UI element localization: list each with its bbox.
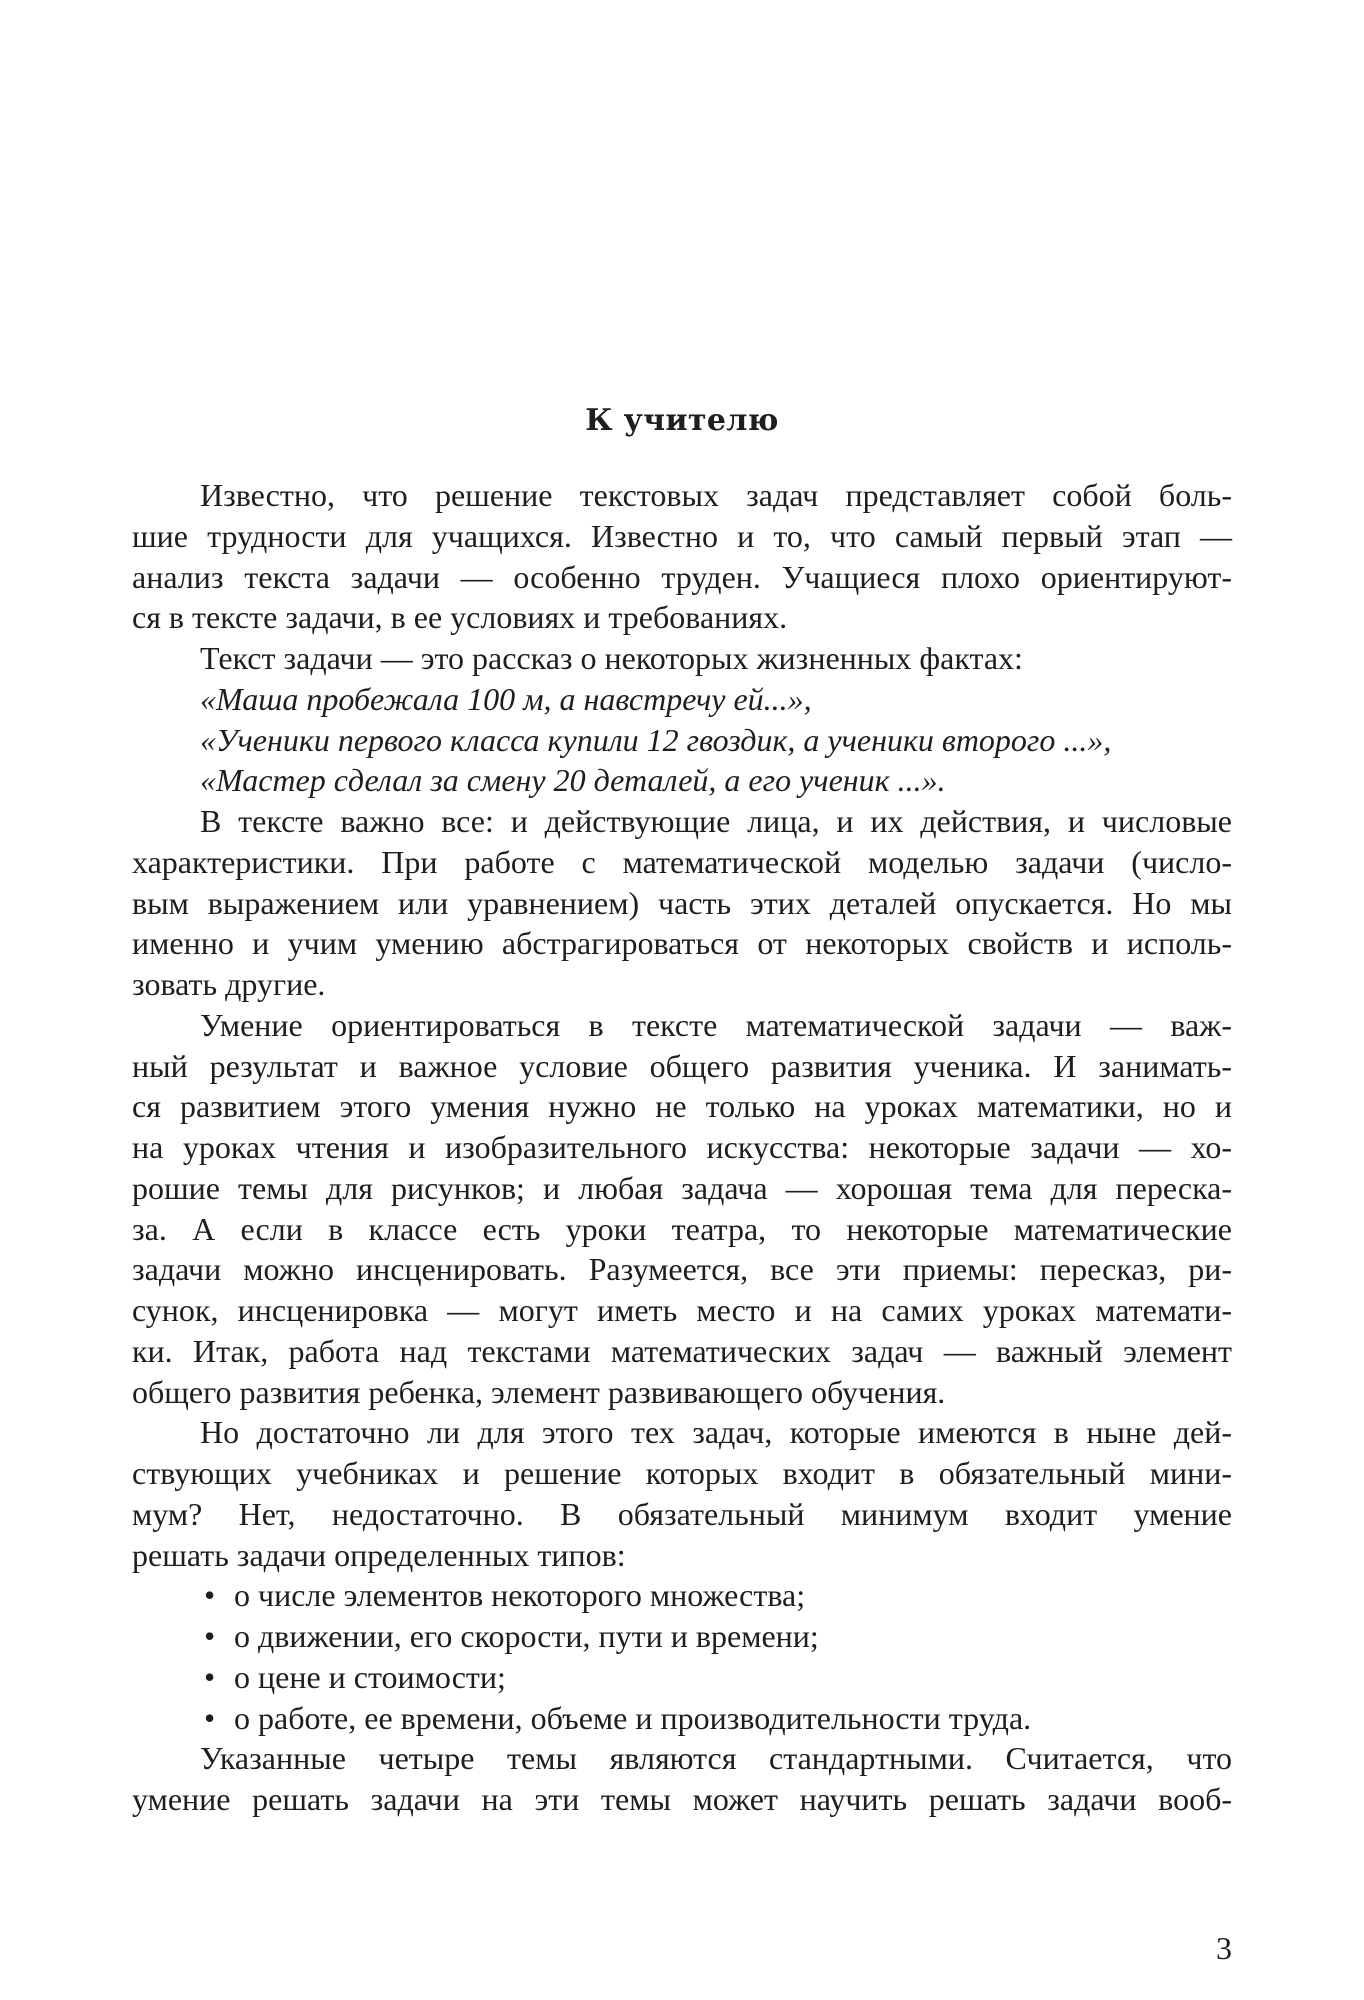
- text-line: ный результат и важное условие общего развития ученика. И занимать-: [132, 1047, 1232, 1084]
- bullet-item: [132, 1657, 1232, 1698]
- text-line: Известно, что решение текстовых задач представляет собой боль-: [200, 477, 1232, 513]
- text-line: анализ текста задачи — особенно труден. Учащиеся плохо ориентируют-: [132, 558, 1232, 595]
- example-quote: «Ученики первого класса купили 12 гвоздик, а ученики второго ...»,: [200, 721, 1112, 758]
- bullet-text: о числе элементов некоторого множества;: [234, 1577, 806, 1614]
- text-line: задачи можно инсценировать. Разумеется, все эти приемы: пересказ, ри-: [132, 1251, 1232, 1288]
- example-quote: «Мастер сделал за смену 20 деталей, а его ученик ...».: [200, 762, 946, 799]
- bullet-icon: •: [204, 1577, 216, 1614]
- bullet-item: [132, 1616, 1232, 1657]
- text-line: рошие темы для рисунков; и любая задача — хорошая тема для переска-: [132, 1169, 1232, 1206]
- bullet-item: [132, 1698, 1232, 1739]
- text-line: характеристики. При работе с математической моделью задачи (число-: [132, 843, 1232, 880]
- text-line: на уроках чтения и изобразительного искусства: некоторые задачи — хо-: [132, 1129, 1232, 1165]
- text-line: общего развития ребенка, элемент развивающего обучения.: [132, 1373, 946, 1410]
- text-line: ствующих учебниках и решение которых входит в обязательный мини-: [132, 1455, 1232, 1491]
- text-line: сунок, инсценировка — могут иметь место и на самих уроках математи-: [132, 1292, 1232, 1328]
- bullet-icon: •: [204, 1699, 216, 1736]
- page-number: 3: [1216, 1930, 1232, 1966]
- text-line: Умение ориентироваться в тексте математической задачи — важ-: [200, 1006, 1232, 1043]
- text-line: Но достаточно ли для этого тех задач, которые имеются в ныне дей-: [200, 1414, 1232, 1451]
- body-text: [132, 475, 1232, 1820]
- text-line: Текст задачи — это рассказ о некоторых жизненных фактах:: [200, 640, 1023, 676]
- text-line: за. А если в классе есть уроки театра, то некоторые математические: [132, 1210, 1232, 1247]
- bullet-text: о движении, его скорости, пути и времени;: [234, 1618, 819, 1654]
- text-line: зовать другие.: [132, 966, 326, 1002]
- text-line: ки. Итак, работа над текстами математических задач — важный элемент: [132, 1332, 1232, 1369]
- text-line: решать задачи определенных типов:: [132, 1536, 626, 1573]
- example-quote: «Маша пробежала 100 м, а навстречу ей...»,: [200, 680, 812, 717]
- text-line: ся в тексте задачи, в ее условиях и требованиях.: [132, 599, 788, 636]
- page-heading: К учителю: [585, 403, 779, 438]
- bullet-icon: •: [204, 1658, 216, 1695]
- text-line: Указанные четыре темы являются стандартными. Считается, что: [200, 1740, 1232, 1777]
- bullet-text: о работе, ее времени, объеме и производительности труда.: [234, 1699, 1032, 1736]
- bullet-item: [132, 1575, 1232, 1616]
- text-line: В тексте важно все: и действующие лица, и их действия, и числовые: [200, 803, 1232, 839]
- bullet-icon: •: [204, 1618, 216, 1654]
- bullet-text: о цене и стоимости;: [234, 1658, 506, 1695]
- text-line: умение решать задачи на эти темы может научить решать задачи вооб-: [132, 1781, 1232, 1817]
- text-line: мум? Нет, недостаточно. В обязательный минимум входит умение: [132, 1495, 1232, 1532]
- text-line: ся развитием этого умения нужно не только на уроках математики, но и: [132, 1088, 1232, 1125]
- text-line: вым выражением или уравнением) часть этих деталей опускается. Но мы: [132, 884, 1232, 921]
- text-line: именно и учим умению абстрагироваться от некоторых свойств и исполь-: [132, 925, 1232, 962]
- text-line: шие трудности для учащихся. Известно и то, что самый первый этап —: [132, 517, 1232, 554]
